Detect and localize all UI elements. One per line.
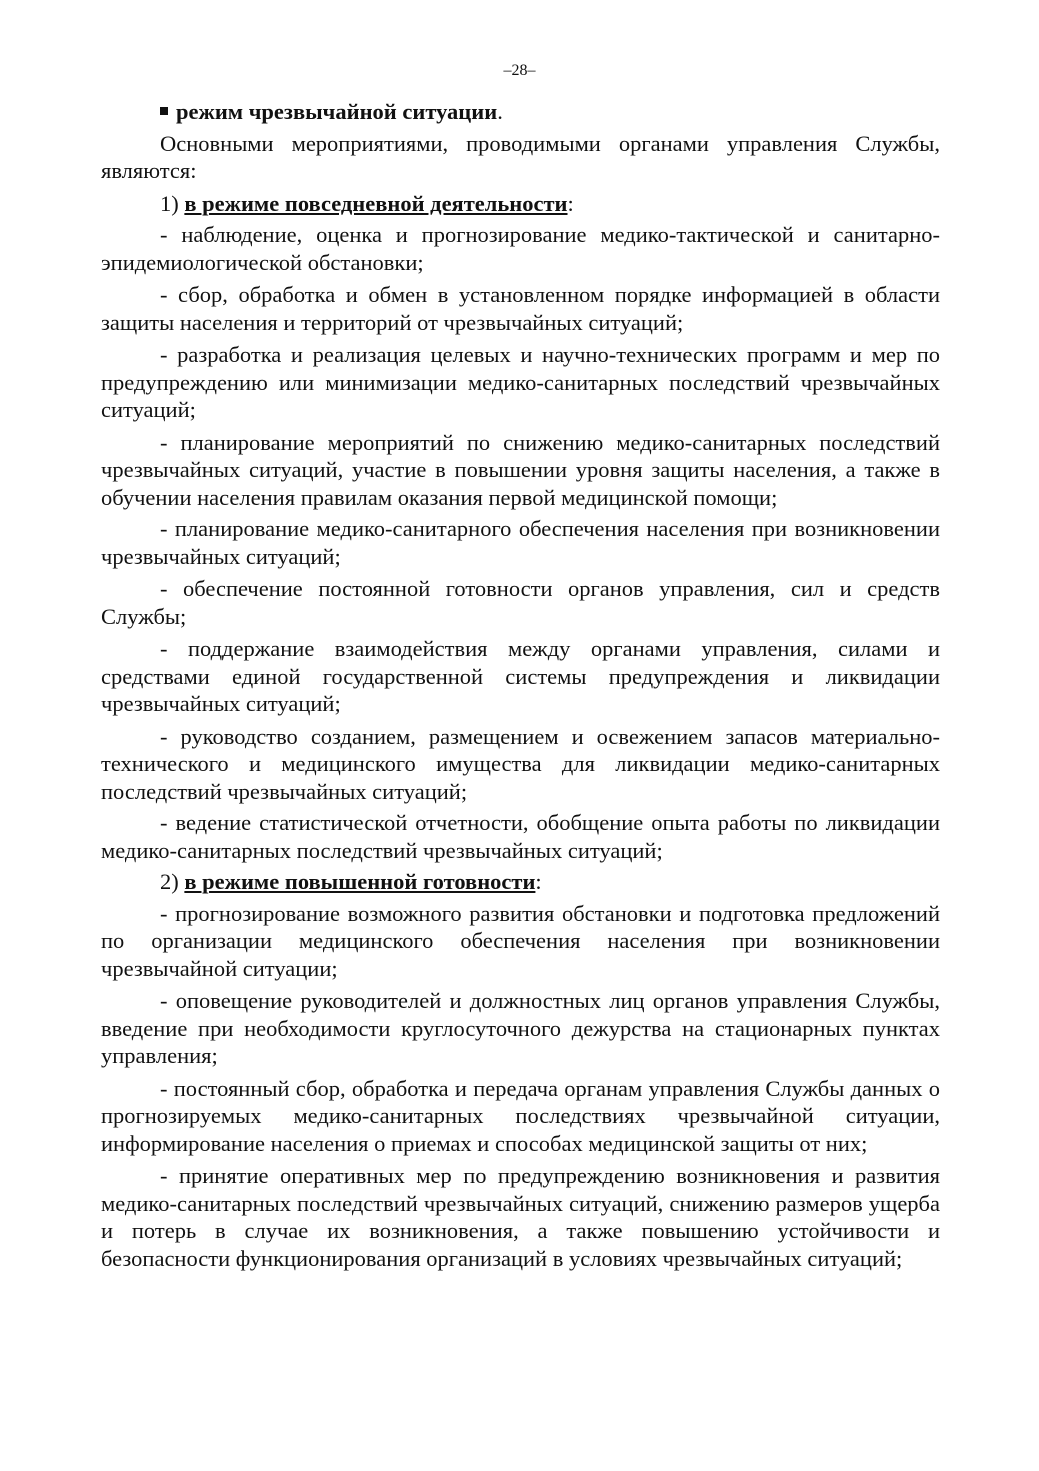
list-item: - принятие оперативных мер по предупреждению возникновения и развития медико-санитарных последствий чрезвычайных ситуаций, снижению размеров ущерба и потерь в случае их возникновения, а также повышению устойчивости и безопасности функционирования организаций в условиях чрезвычайных ситуаций; (101, 1163, 940, 1271)
list-item: - ведение статистической отчетности, обобщение опыта работы по ликвидации медико-санитарных последствий чрезвычайных ситуаций; (101, 810, 940, 863)
list-item: - планирование медико-санитарного обеспечения населения при возникновении чрезвычайных ситуаций; (101, 516, 940, 569)
list-item: - сбор, обработка и обмен в установленном порядке информацией в области защиты населения и территорий от чрезвычайных ситуаций; (101, 282, 940, 335)
section-1-title: в режиме повседневной деятельности (184, 190, 568, 216)
list-item: - обеспечение постоянной готовности органов управления, сил и средств Службы; (101, 576, 940, 629)
mode-item-text: режим чрезвычайной ситуации (176, 99, 498, 124)
section-2-title: в режиме повышенной готовности (184, 869, 536, 894)
mode-item (101, 98, 940, 126)
list-item: - поддержание взаимодействия между органами управления, силами и средствами единой государственной системы предупреждения и ликвидации чрезвычайных ситуаций; (101, 636, 940, 716)
list-item: - оповещение руководителей и должностных лиц органов управления Службы, введение при необходимости круглосуточного дежурства на стационарных пунктах управления; (101, 988, 940, 1068)
mode-item-end: . (497, 99, 503, 124)
section-1-number: 1) (160, 190, 185, 216)
intro-paragraph: Основными мероприятиями, проводимыми органами управления Службы, являются: (101, 130, 940, 183)
list-item: - наблюдение, оценка и прогнозирование медико-тактической и санитарно-эпидемиологической обстановки; (101, 222, 940, 275)
document-body (101, 98, 940, 1277)
section-2-heading (101, 868, 940, 896)
section-2-colon: : (535, 869, 542, 894)
square-bullet-icon (160, 107, 168, 115)
list-item: - прогнозирование возможного развития обстановки и подготовка предложений по организации медицинского обеспечения населения при возникновении чрезвычайной ситуации; (101, 900, 940, 981)
section-1-colon: : (567, 190, 574, 216)
section-1-heading (101, 190, 940, 218)
page-number: –28– (503, 62, 536, 79)
list-item: - планирование мероприятий по снижению медико-санитарных последствий чрезвычайных ситуаций, участие в повышении уровня защиты населения, а также в обучении населения правилам оказания первой медицинской помощи; (101, 429, 940, 510)
list-item: - руководство созданием, размещением и освежением запасов материально-технического и медицинского имущества для ликвидации медико-санитарных последствий чрезвычайных ситуаций; (101, 723, 940, 804)
section-2-number: 2) (160, 869, 185, 894)
list-item: - разработка и реализация целевых и научно-технических программ и мер по предупреждению или минимизации медико-санитарных последствий чрезвычайных ситуаций; (101, 342, 940, 422)
list-item: - постоянный сбор, обработка и передача органам управления Службы данных о прогнозируемых медико-санитарных последствиях чрезвычайной ситуации, информирование населения о приемах и способах медицинской защиты от них; (101, 1075, 940, 1156)
